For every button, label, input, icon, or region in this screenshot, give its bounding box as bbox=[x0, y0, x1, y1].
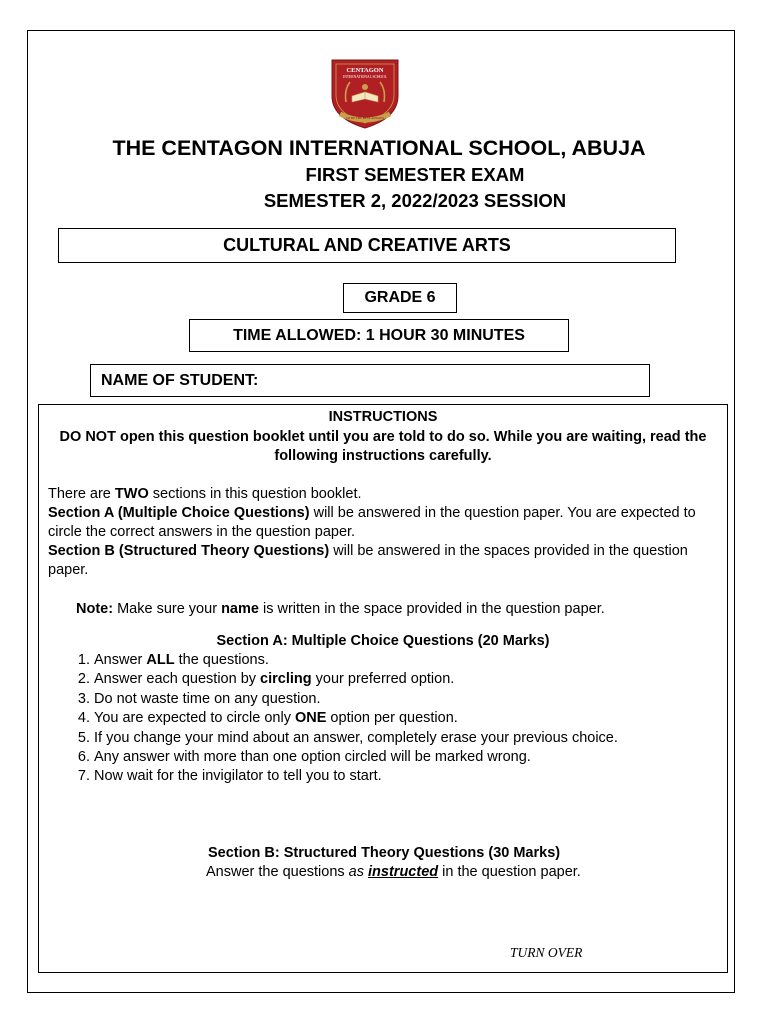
logo-text-top: CENTAGON bbox=[346, 67, 384, 74]
grade-box: GRADE 6 bbox=[343, 283, 457, 313]
school-name: THE CENTAGON INTERNATIONAL SCHOOL, ABUJA bbox=[112, 136, 646, 160]
intro-paragraph: There are TWO sections in this question booklet. Section A (Multiple Choice Questions) will be answered in the question paper. You are expected to circle the correct answers in the question paper. Section B (Structured Theory Questions) will be answered in the spaces provided in the question paper. bbox=[48, 486, 696, 578]
list-item: 7. Now wait for the invigilator to tell you to start. bbox=[94, 767, 734, 786]
section-b-instruction: Answer the questions as instructed in the question paper. bbox=[206, 864, 581, 880]
section-b-title: Section B: Structured Theory Questions (30 Marks) bbox=[208, 845, 561, 861]
logo-motto: TO BE THE BEST ALWAYS bbox=[346, 116, 384, 120]
session-title: SEMESTER 2, 2022/2023 SESSION bbox=[263, 190, 567, 211]
student-name-field[interactable]: NAME OF STUDENT: bbox=[90, 364, 650, 397]
subject-box: CULTURAL AND CREATIVE ARTS bbox=[58, 228, 676, 263]
list-item: 1. Answer ALL the questions. bbox=[94, 651, 734, 670]
time-allowed-box: TIME ALLOWED: 1 HOUR 30 MINUTES bbox=[189, 319, 569, 352]
logo-text-sub: INTERNATIONAL SCHOOL bbox=[343, 75, 387, 79]
exam-title: FIRST SEMESTER EXAM bbox=[305, 164, 525, 185]
instructions-heading: INSTRUCTIONS bbox=[328, 409, 438, 425]
section-a-title: Section A: Multiple Choice Questions (20 Marks) bbox=[216, 633, 550, 649]
school-crest-logo bbox=[322, 56, 408, 130]
list-item: 2. Answer each question by circling your preferred option. bbox=[94, 670, 734, 689]
list-item: 3. Do not waste time on any question. bbox=[94, 690, 734, 709]
note-line: Note: Make sure your name is written in the space provided in the question paper. bbox=[76, 601, 605, 617]
list-item: 4. You are expected to circle only ONE option per question. bbox=[94, 709, 734, 728]
instructions-warning: DO NOT open this question booklet until you are told to do so. While you are waiting, read the following instructions carefully. bbox=[59, 429, 707, 464]
list-item: 6. Any answer with more than one option circled will be marked wrong. bbox=[94, 748, 734, 767]
turn-over-label: TURN OVER bbox=[510, 945, 583, 960]
list-item: 5. If you change your mind about an answer, completely erase your previous choice. bbox=[94, 729, 734, 748]
section-a-rules-list bbox=[54, 651, 734, 787]
